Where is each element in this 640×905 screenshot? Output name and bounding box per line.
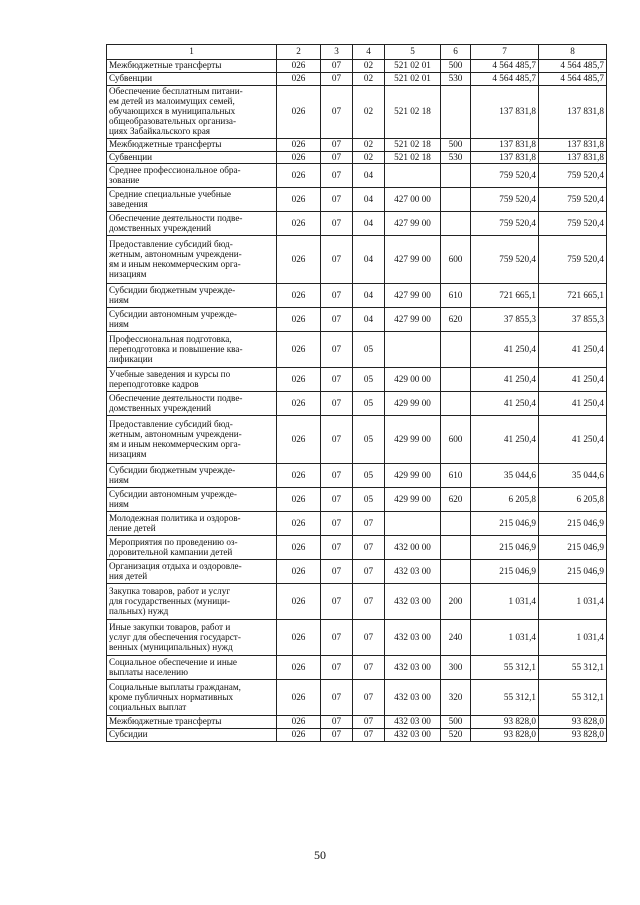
item-description: Обеспечение деятельности подве- домственных учреждений — [107, 392, 277, 416]
code-ministry: 026 — [277, 584, 321, 620]
item-description: Среднее профессиональное обра- зование — [107, 164, 277, 188]
table-row — [107, 392, 607, 416]
code-section: 07 — [321, 416, 353, 464]
code-expense-type: 200 — [441, 584, 471, 620]
table-row — [107, 85, 607, 138]
code-subsection: 05 — [353, 368, 385, 392]
code-ministry: 026 — [277, 620, 321, 656]
code-target: 429 99 00 — [385, 392, 441, 416]
code-target: 521 02 18 — [385, 151, 441, 164]
amount-col-7: 93 828,0 — [471, 716, 539, 729]
code-section: 07 — [321, 464, 353, 488]
code-ministry: 026 — [277, 368, 321, 392]
item-description: Организация отдыха и оздоровле- ния детей — [107, 560, 277, 584]
code-subsection: 07 — [353, 680, 385, 716]
code-target — [385, 512, 441, 536]
amount-col-7: 137 831,8 — [471, 151, 539, 164]
code-section: 07 — [321, 236, 353, 284]
amount-col-8: 93 828,0 — [539, 716, 607, 729]
amount-col-8: 41 250,4 — [539, 416, 607, 464]
code-ministry: 026 — [277, 212, 321, 236]
table-row — [107, 464, 607, 488]
code-ministry: 026 — [277, 284, 321, 308]
code-expense-type — [441, 560, 471, 584]
code-target: 427 00 00 — [385, 188, 441, 212]
amount-col-7: 1 031,4 — [471, 620, 539, 656]
code-subsection: 07 — [353, 729, 385, 742]
amount-col-7: 55 312,1 — [471, 656, 539, 680]
code-subsection: 02 — [353, 151, 385, 164]
code-expense-type — [441, 392, 471, 416]
table-row — [107, 236, 607, 284]
table-row — [107, 332, 607, 368]
item-description: Обеспечение бесплатным питани- ем детей из малоимущих семей, обучающихся в муниципальных общеобразовательных организа- циях Забайкальского края — [107, 85, 277, 138]
amount-col-7: 4 564 485,7 — [471, 60, 539, 73]
code-subsection: 07 — [353, 584, 385, 620]
table-row — [107, 164, 607, 188]
item-description: Субсидии автономным учрежде- ниям — [107, 488, 277, 512]
item-description: Молодежная политика и оздоров- ление детей — [107, 512, 277, 536]
table-row — [107, 368, 607, 392]
code-target: 427 99 00 — [385, 212, 441, 236]
amount-col-7: 6 205,8 — [471, 488, 539, 512]
code-target: 427 99 00 — [385, 236, 441, 284]
code-expense-type — [441, 188, 471, 212]
item-description: Предоставление субсидий бюд- жетным, автономным учреждени- ям и иным некоммерческим орга- низациям — [107, 236, 277, 284]
code-expense-type — [441, 85, 471, 138]
amount-col-8: 215 046,9 — [539, 512, 607, 536]
code-expense-type: 610 — [441, 284, 471, 308]
amount-col-7: 41 250,4 — [471, 392, 539, 416]
code-subsection: 07 — [353, 656, 385, 680]
item-description: Социальное обеспечение и иные выплаты населению — [107, 656, 277, 680]
header-col-8: 8 — [539, 45, 607, 60]
code-section: 07 — [321, 512, 353, 536]
table-header — [107, 45, 607, 60]
code-subsection: 05 — [353, 488, 385, 512]
table-row — [107, 680, 607, 716]
item-description: Учебные заведения и курсы по переподготовке кадров — [107, 368, 277, 392]
code-subsection: 05 — [353, 464, 385, 488]
code-subsection: 07 — [353, 716, 385, 729]
code-target — [385, 164, 441, 188]
code-expense-type: 620 — [441, 488, 471, 512]
code-section: 07 — [321, 584, 353, 620]
amount-col-8: 37 855,3 — [539, 308, 607, 332]
item-description: Мероприятия по проведению оз- доровительной кампании детей — [107, 536, 277, 560]
code-section: 07 — [321, 284, 353, 308]
amount-col-7: 759 520,4 — [471, 236, 539, 284]
amount-col-8: 137 831,8 — [539, 85, 607, 138]
table-row — [107, 729, 607, 742]
amount-col-7: 759 520,4 — [471, 164, 539, 188]
amount-col-7: 759 520,4 — [471, 212, 539, 236]
amount-col-7: 215 046,9 — [471, 512, 539, 536]
code-subsection: 04 — [353, 212, 385, 236]
table-row — [107, 716, 607, 729]
code-ministry: 026 — [277, 308, 321, 332]
amount-col-8: 41 250,4 — [539, 392, 607, 416]
item-description: Социальные выплаты гражданам, кроме публичных нормативных социальных выплат — [107, 680, 277, 716]
code-expense-type: 500 — [441, 60, 471, 73]
code-target: 521 02 01 — [385, 60, 441, 73]
code-subsection: 04 — [353, 188, 385, 212]
amount-col-8: 1 031,4 — [539, 584, 607, 620]
amount-col-8: 759 520,4 — [539, 212, 607, 236]
item-description: Средние специальные учебные заведения — [107, 188, 277, 212]
table-row — [107, 72, 607, 85]
amount-col-8: 35 044,6 — [539, 464, 607, 488]
item-description: Субвенции — [107, 151, 277, 164]
amount-col-8: 759 520,4 — [539, 188, 607, 212]
amount-col-8: 759 520,4 — [539, 164, 607, 188]
code-target: 429 99 00 — [385, 488, 441, 512]
table-row — [107, 188, 607, 212]
table-row — [107, 620, 607, 656]
code-section: 07 — [321, 656, 353, 680]
amount-col-8: 1 031,4 — [539, 620, 607, 656]
code-expense-type — [441, 164, 471, 188]
code-ministry: 026 — [277, 716, 321, 729]
amount-col-7: 41 250,4 — [471, 416, 539, 464]
amount-col-7: 93 828,0 — [471, 729, 539, 742]
item-description: Субвенции — [107, 72, 277, 85]
table-row — [107, 284, 607, 308]
amount-col-7: 4 564 485,7 — [471, 72, 539, 85]
code-target: 521 02 01 — [385, 72, 441, 85]
code-expense-type — [441, 368, 471, 392]
code-section: 07 — [321, 60, 353, 73]
code-section: 07 — [321, 188, 353, 212]
item-description: Субсидии бюджетным учрежде- ниям — [107, 464, 277, 488]
table-row — [107, 308, 607, 332]
code-section: 07 — [321, 72, 353, 85]
code-section: 07 — [321, 392, 353, 416]
table-row — [107, 560, 607, 584]
code-expense-type: 530 — [441, 72, 471, 85]
code-subsection: 07 — [353, 536, 385, 560]
code-section: 07 — [321, 368, 353, 392]
code-target: 432 03 00 — [385, 716, 441, 729]
code-expense-type: 500 — [441, 716, 471, 729]
code-ministry: 026 — [277, 656, 321, 680]
item-description: Закупка товаров, работ и услуг для государственных (муници- пальных) нужд — [107, 584, 277, 620]
code-ministry: 026 — [277, 151, 321, 164]
item-description: Межбюджетные трансферты — [107, 138, 277, 151]
header-col-7: 7 — [471, 45, 539, 60]
header-col-6: 6 — [441, 45, 471, 60]
header-col-2: 2 — [277, 45, 321, 60]
code-ministry: 026 — [277, 138, 321, 151]
header-row — [107, 45, 607, 60]
amount-col-7: 215 046,9 — [471, 536, 539, 560]
code-ministry: 026 — [277, 536, 321, 560]
amount-col-7: 759 520,4 — [471, 188, 539, 212]
code-ministry: 026 — [277, 72, 321, 85]
code-subsection: 02 — [353, 85, 385, 138]
code-ministry: 026 — [277, 164, 321, 188]
code-subsection: 02 — [353, 60, 385, 73]
budget-table — [106, 44, 607, 742]
code-section: 07 — [321, 138, 353, 151]
item-description: Субсидии бюджетным учрежде- ниям — [107, 284, 277, 308]
code-expense-type: 600 — [441, 416, 471, 464]
code-expense-type: 500 — [441, 138, 471, 151]
code-subsection: 02 — [353, 72, 385, 85]
amount-col-8: 4 564 485,7 — [539, 60, 607, 73]
amount-col-8: 215 046,9 — [539, 536, 607, 560]
amount-col-8: 4 564 485,7 — [539, 72, 607, 85]
code-target: 429 99 00 — [385, 416, 441, 464]
item-description: Иные закупки товаров, работ и услуг для обеспечения государст- венных (муниципальных) нужд — [107, 620, 277, 656]
code-ministry: 026 — [277, 416, 321, 464]
code-section: 07 — [321, 729, 353, 742]
code-ministry: 026 — [277, 236, 321, 284]
amount-col-8: 93 828,0 — [539, 729, 607, 742]
code-target: 432 00 00 — [385, 536, 441, 560]
table-row — [107, 212, 607, 236]
code-ministry: 026 — [277, 60, 321, 73]
code-ministry: 026 — [277, 680, 321, 716]
code-ministry: 026 — [277, 464, 321, 488]
table-row — [107, 60, 607, 73]
page-number: 50 — [314, 848, 326, 862]
item-description: Обеспечение деятельности подве- домственных учреждений — [107, 212, 277, 236]
code-subsection: 04 — [353, 284, 385, 308]
code-expense-type — [441, 536, 471, 560]
table-row — [107, 656, 607, 680]
amount-col-8: 137 831,8 — [539, 151, 607, 164]
table-body — [107, 60, 607, 742]
table-row — [107, 138, 607, 151]
amount-col-7: 137 831,8 — [471, 85, 539, 138]
amount-col-7: 1 031,4 — [471, 584, 539, 620]
item-description: Профессиональная подготовка, переподготовка и повышение ква- лификации — [107, 332, 277, 368]
amount-col-8: 6 205,8 — [539, 488, 607, 512]
amount-col-7: 41 250,4 — [471, 332, 539, 368]
code-subsection: 04 — [353, 308, 385, 332]
amount-col-8: 721 665,1 — [539, 284, 607, 308]
code-target: 521 02 18 — [385, 138, 441, 151]
amount-col-7: 41 250,4 — [471, 368, 539, 392]
code-ministry: 026 — [277, 560, 321, 584]
header-col-5: 5 — [385, 45, 441, 60]
code-subsection: 04 — [353, 236, 385, 284]
code-section: 07 — [321, 716, 353, 729]
table-row — [107, 488, 607, 512]
code-ministry: 026 — [277, 729, 321, 742]
item-description: Предоставление субсидий бюд- жетным, автономным учреждени- ям и иным некоммерческим орга- низациям — [107, 416, 277, 464]
code-expense-type: 240 — [441, 620, 471, 656]
code-expense-type: 600 — [441, 236, 471, 284]
code-section: 07 — [321, 308, 353, 332]
amount-col-8: 41 250,4 — [539, 332, 607, 368]
item-description: Субсидии автономным учрежде- ниям — [107, 308, 277, 332]
amount-col-7: 215 046,9 — [471, 560, 539, 584]
table-row — [107, 151, 607, 164]
amount-col-8: 215 046,9 — [539, 560, 607, 584]
header-col-1: 1 — [107, 45, 277, 60]
amount-col-7: 37 855,3 — [471, 308, 539, 332]
code-ministry: 026 — [277, 332, 321, 368]
code-subsection: 07 — [353, 620, 385, 656]
code-target: 432 03 00 — [385, 729, 441, 742]
code-target: 521 02 18 — [385, 85, 441, 138]
code-ministry: 026 — [277, 488, 321, 512]
code-target: 432 03 00 — [385, 680, 441, 716]
code-target: 432 03 00 — [385, 656, 441, 680]
code-expense-type — [441, 332, 471, 368]
code-expense-type — [441, 212, 471, 236]
code-section: 07 — [321, 332, 353, 368]
amount-col-8: 41 250,4 — [539, 368, 607, 392]
code-section: 07 — [321, 560, 353, 584]
code-subsection: 04 — [353, 164, 385, 188]
amount-col-8: 759 520,4 — [539, 236, 607, 284]
amount-col-8: 55 312,1 — [539, 680, 607, 716]
amount-col-7: 721 665,1 — [471, 284, 539, 308]
code-expense-type: 610 — [441, 464, 471, 488]
code-section: 07 — [321, 151, 353, 164]
code-subsection: 05 — [353, 416, 385, 464]
table-row — [107, 416, 607, 464]
code-ministry: 026 — [277, 512, 321, 536]
code-target: 432 03 00 — [385, 560, 441, 584]
amount-col-7: 55 312,1 — [471, 680, 539, 716]
code-expense-type: 320 — [441, 680, 471, 716]
header-col-3: 3 — [321, 45, 353, 60]
code-ministry: 026 — [277, 392, 321, 416]
code-expense-type: 620 — [441, 308, 471, 332]
code-subsection: 05 — [353, 392, 385, 416]
code-section: 07 — [321, 536, 353, 560]
code-subsection: 02 — [353, 138, 385, 151]
code-ministry: 026 — [277, 85, 321, 138]
code-expense-type: 520 — [441, 729, 471, 742]
header-col-4: 4 — [353, 45, 385, 60]
code-section: 07 — [321, 620, 353, 656]
code-ministry: 026 — [277, 188, 321, 212]
item-description: Субсидии — [107, 729, 277, 742]
code-target: 432 03 00 — [385, 584, 441, 620]
code-section: 07 — [321, 85, 353, 138]
amount-col-8: 55 312,1 — [539, 656, 607, 680]
item-description: Межбюджетные трансферты — [107, 60, 277, 73]
code-section: 07 — [321, 680, 353, 716]
code-section: 07 — [321, 164, 353, 188]
code-target: 427 99 00 — [385, 284, 441, 308]
table-row — [107, 512, 607, 536]
code-target: 432 03 00 — [385, 620, 441, 656]
code-section: 07 — [321, 488, 353, 512]
amount-col-7: 137 831,8 — [471, 138, 539, 151]
code-section: 07 — [321, 212, 353, 236]
code-expense-type — [441, 512, 471, 536]
table-row — [107, 584, 607, 620]
table-row — [107, 536, 607, 560]
code-expense-type: 300 — [441, 656, 471, 680]
amount-col-8: 137 831,8 — [539, 138, 607, 151]
code-subsection: 05 — [353, 332, 385, 368]
amount-col-7: 35 044,6 — [471, 464, 539, 488]
code-expense-type: 530 — [441, 151, 471, 164]
code-target: 429 00 00 — [385, 368, 441, 392]
code-target — [385, 332, 441, 368]
code-target: 427 99 00 — [385, 308, 441, 332]
item-description: Межбюджетные трансферты — [107, 716, 277, 729]
code-subsection: 07 — [353, 560, 385, 584]
code-subsection: 07 — [353, 512, 385, 536]
code-target: 429 99 00 — [385, 464, 441, 488]
